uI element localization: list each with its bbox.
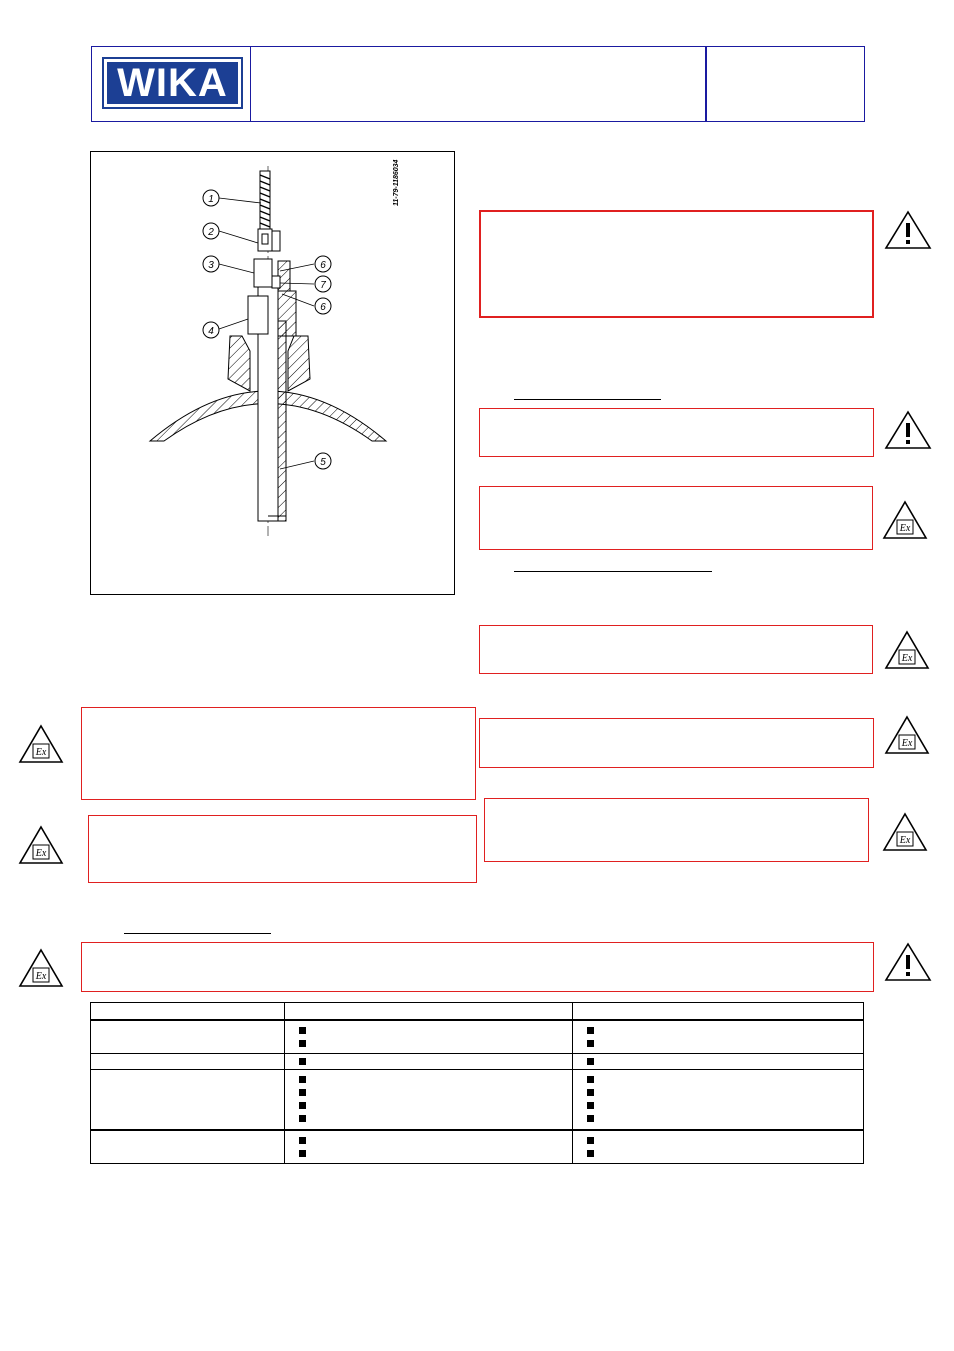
svg-text:Ex: Ex [35,747,47,758]
warning-box-1 [479,210,874,318]
warning-box-6 [484,798,869,862]
bullet-square-icon [587,1027,594,1034]
bullet-square-icon [299,1076,306,1083]
table-cell [573,1053,864,1069]
section-heading-underline-1 [514,399,661,400]
bullet-square-icon [299,1115,306,1122]
exclamation-triangle-icon [884,210,932,250]
table-row [91,1069,864,1130]
table-cell [91,1003,285,1020]
svg-text:6: 6 [320,260,326,271]
svg-text:Ex: Ex [901,738,913,749]
bullet-square-icon [587,1058,594,1065]
table-cell [284,1053,573,1069]
bullet-square-icon [299,1058,306,1065]
header-divider-left [250,46,251,122]
ex-triangle-icon [884,630,930,670]
table-cell [573,1069,864,1130]
logo-text: WIKA [117,60,228,105]
bullet-square-icon [587,1089,594,1096]
table-cell [573,1020,864,1054]
callout-6-upper [315,256,331,272]
bullet-square-icon [299,1040,306,1047]
bullet-square-icon [587,1115,594,1122]
ex-triangle-icon [18,825,64,865]
svg-text:7: 7 [320,280,326,291]
specification-table [90,1002,864,1164]
ex-triangle-icon [18,724,64,764]
technical-drawing [90,151,455,595]
warning-box-wide [81,942,874,992]
header-divider-right [705,46,707,122]
callout-6-lower [315,298,331,314]
table-cell [284,1003,573,1020]
svg-text:Ex: Ex [35,971,47,982]
bullet-square-icon [587,1150,594,1157]
exclamation-triangle-icon [884,942,932,982]
table-cell [573,1130,864,1164]
warning-box-4 [479,625,873,674]
table-row [91,1020,864,1054]
warning-box-5 [479,718,874,768]
table-cell [91,1130,285,1164]
wika-logo [104,59,241,107]
bullet-square-icon [587,1040,594,1047]
cable-coil [260,171,270,229]
ex-triangle-icon [882,812,928,852]
bullet-square-icon [587,1137,594,1144]
warning-box-2 [479,408,874,457]
bullet-square-icon [587,1076,594,1083]
svg-text:4: 4 [208,326,214,337]
drawing-number: 11-79-1186034 [393,159,400,206]
warning-box-left-1 [81,707,476,800]
svg-text:Ex: Ex [899,523,911,534]
table-cell [91,1069,285,1130]
svg-text:6: 6 [320,302,326,313]
bullet-square-icon [299,1027,306,1034]
section-heading-underline-2 [514,571,712,572]
bullet-square-icon [299,1089,306,1096]
svg-text:Ex: Ex [901,653,913,664]
bullet-square-icon [299,1150,306,1157]
table-header-row [91,1003,864,1020]
callout-4 [203,322,219,338]
svg-text:Ex: Ex [899,835,911,846]
ex-triangle-icon [882,500,928,540]
svg-text:1: 1 [208,194,214,205]
table-row [91,1130,864,1164]
table-cell [91,1053,285,1069]
table-cell [284,1130,573,1164]
table-cell [284,1020,573,1054]
ex-triangle-icon [884,715,930,755]
svg-text:5: 5 [320,457,326,468]
callout-1 [203,190,219,206]
svg-text:2: 2 [208,227,214,238]
bullet-square-icon [299,1137,306,1144]
section-heading-underline-3 [124,933,271,934]
ex-triangle-icon [18,948,64,988]
callout-2 [203,223,219,239]
svg-text:3: 3 [208,260,214,271]
warning-box-left-2 [88,815,477,883]
bullet-square-icon [587,1102,594,1109]
table-cell [91,1020,285,1054]
callout-3 [203,256,219,272]
table-cell [284,1069,573,1130]
warning-box-3 [479,486,873,550]
bullet-square-icon [299,1102,306,1109]
callout-5 [315,453,331,469]
svg-text:Ex: Ex [35,848,47,859]
table-cell [573,1003,864,1020]
callout-7 [315,276,331,292]
table-row [91,1053,864,1069]
exclamation-triangle-icon [884,410,932,450]
